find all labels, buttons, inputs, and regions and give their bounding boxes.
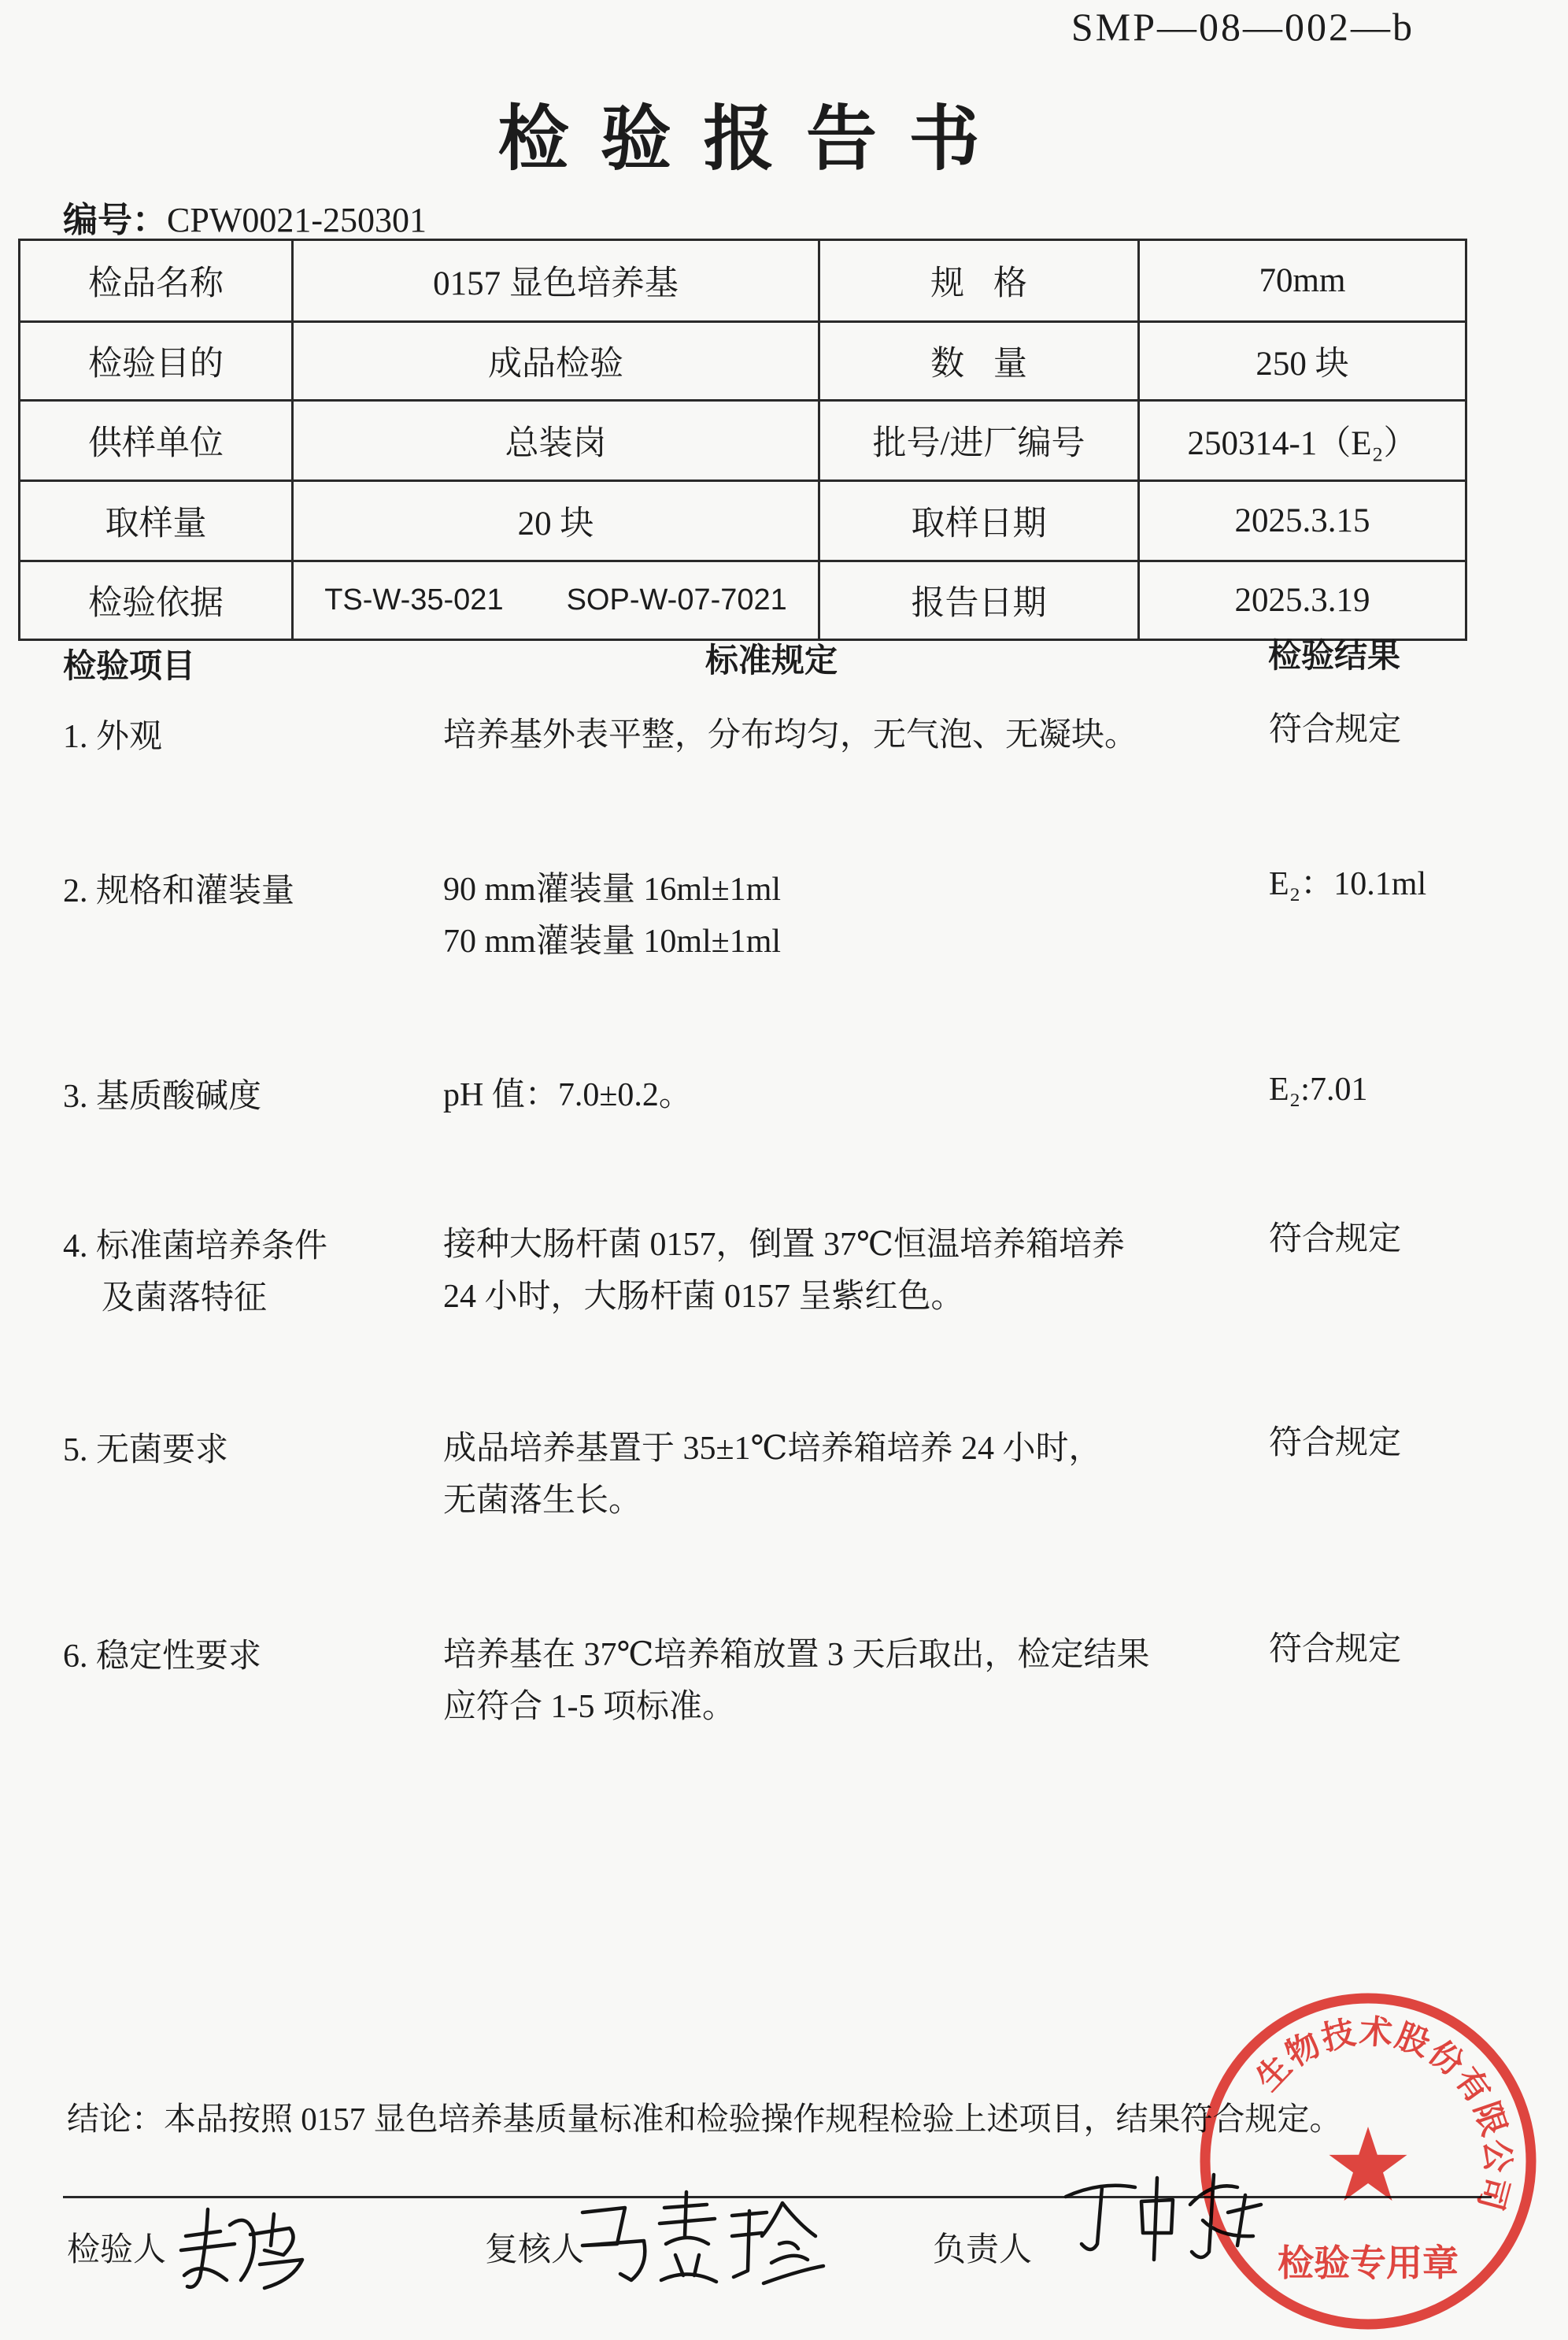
test-item-standard xyxy=(443,1219,1125,1323)
standard-code-sop: SOP-W-07-7021 xyxy=(566,583,787,616)
reviewer-signature xyxy=(568,2187,828,2294)
test-item-standard-line: 无菌落生长。 xyxy=(443,1483,642,1519)
standard-code-ts: TS-W-35-021 xyxy=(324,583,504,616)
test-item-standard xyxy=(443,1629,1150,1733)
document-code: SMP—08—002—b xyxy=(1071,5,1415,49)
test-item xyxy=(0,864,1568,974)
test-item-standard xyxy=(443,709,1137,761)
test-item-name xyxy=(63,1071,261,1123)
info-row xyxy=(20,401,1466,481)
test-item-result: 符合规定 xyxy=(1269,712,1402,748)
test-item-result: E₂：10.1ml xyxy=(1269,866,1427,902)
info-row xyxy=(20,561,1466,640)
test-item xyxy=(0,1629,1568,1739)
stamp-arc-text-path: 生物技术股份有限公司 xyxy=(1248,2011,1518,2216)
info-label: 检验目的 xyxy=(20,322,293,401)
test-item-standard-line: 90 mm灌装量 16ml±1ml xyxy=(443,872,782,908)
test-item-standard xyxy=(443,864,781,968)
test-item-result: E₂:7.01 xyxy=(1269,1072,1368,1108)
test-item-result: 符合规定 xyxy=(1269,1425,1402,1461)
test-item xyxy=(0,1219,1568,1329)
conclusion-text: 结论：本品按照 0157 显色培养基质量标准和检验操作规程检验上述项目，结果符合规定。 xyxy=(67,2101,1342,2137)
test-item-name xyxy=(63,1220,327,1324)
info-label: 供样单位 xyxy=(20,401,293,481)
inspection-stamp xyxy=(1193,1986,1543,2336)
test-item-result: 符合规定 xyxy=(1269,1631,1402,1668)
inspector-signature xyxy=(172,2198,313,2297)
column-header-item: 检验项目 xyxy=(63,649,196,685)
info-value: 250 块 xyxy=(1139,322,1466,401)
info-table xyxy=(18,239,1467,641)
test-item-standard-line: 成品培养基置于 35±1℃培养箱培养 24 小时， xyxy=(443,1431,1102,1467)
test-item-name-line: 6. 稳定性要求 xyxy=(63,1638,262,1675)
info-label: 取样量 xyxy=(20,481,293,561)
info-label: 数 量 xyxy=(819,322,1139,401)
info-label: 检品名称 xyxy=(20,240,293,322)
info-row xyxy=(20,240,1466,322)
test-item-name-line: 3. 基质酸碱度 xyxy=(63,1079,262,1115)
test-item-name xyxy=(63,711,162,763)
test-item-name-line: 及菌落特征 xyxy=(102,1280,268,1316)
info-label: 取样日期 xyxy=(819,481,1139,561)
test-item-name xyxy=(63,1631,261,1683)
info-value: 2025.3.15 xyxy=(1139,481,1466,561)
info-value: 70mm xyxy=(1139,240,1466,322)
report-title: 检 验 报 告 书 xyxy=(497,101,987,179)
column-header-standard: 标准规定 xyxy=(705,643,838,679)
test-item xyxy=(0,1069,1568,1179)
test-item-standard-line: 应符合 1-5 项标准。 xyxy=(443,1689,735,1725)
serial-number: CPW0021-250301 xyxy=(167,201,427,239)
test-item-name-line: 5. 无菌要求 xyxy=(63,1432,229,1468)
info-value: 成品检验 xyxy=(293,322,819,401)
info-value: 20 块 xyxy=(293,481,819,561)
info-row xyxy=(20,322,1466,401)
signature-stroke xyxy=(582,2192,823,2283)
info-value: 0157 显色培养基 xyxy=(293,240,819,322)
test-item xyxy=(0,1423,1568,1533)
info-value: 250314-1（E₂） xyxy=(1139,401,1466,481)
star-icon xyxy=(1329,2127,1407,2201)
test-item-name-line: 2. 规格和灌装量 xyxy=(63,873,295,909)
stamp-center-text: 检验专用章 xyxy=(1278,2242,1459,2284)
signature-stroke xyxy=(181,2209,302,2288)
test-item-standard xyxy=(443,1069,692,1121)
info-label: 批号/进厂编号 xyxy=(819,401,1139,481)
test-item-standard-line: 培养基在 37℃培养箱放置 3 天后取出，检定结果 xyxy=(443,1637,1150,1673)
info-label: 规 格 xyxy=(819,240,1139,322)
test-item-standard-line: 培养基外表平整，分布均匀，无气泡、无凝块。 xyxy=(443,717,1138,753)
info-row xyxy=(20,481,1466,561)
serial-number-line xyxy=(63,201,427,240)
column-header-result: 检验结果 xyxy=(1268,639,1401,675)
test-item-name xyxy=(63,1424,228,1476)
responsible-label: 负责人 xyxy=(933,2232,1033,2268)
info-label: 报告日期 xyxy=(819,561,1139,640)
test-item-standard-line: 24 小时，大肠杆菌 0157 呈紫红色。 xyxy=(443,1279,964,1315)
test-item-name-line: 4. 标准菌培养条件 xyxy=(63,1228,328,1264)
test-item-result: 符合规定 xyxy=(1269,1221,1402,1257)
info-value: 2025.3.19 xyxy=(1139,561,1466,640)
test-item-standard-line: pH 值：7.0±0.2。 xyxy=(443,1077,692,1113)
test-item-standard-line: 接种大肠杆菌 0157，倒置 37℃恒温培养箱培养 xyxy=(443,1227,1125,1263)
test-item-standard xyxy=(443,1423,1102,1527)
test-item-name-line: 1. 外观 xyxy=(63,719,163,755)
test-item-name xyxy=(63,865,294,917)
test-item xyxy=(0,709,1568,820)
info-label: 检验依据 xyxy=(20,561,293,640)
info-value xyxy=(293,561,819,640)
test-item-standard-line: 70 mm灌装量 10ml±1ml xyxy=(443,924,782,960)
reviewer-label: 复核人 xyxy=(485,2232,585,2268)
info-value: 总装岗 xyxy=(293,401,819,481)
serial-label: 编号： xyxy=(63,201,167,239)
inspector-label: 检验人 xyxy=(67,2232,167,2268)
